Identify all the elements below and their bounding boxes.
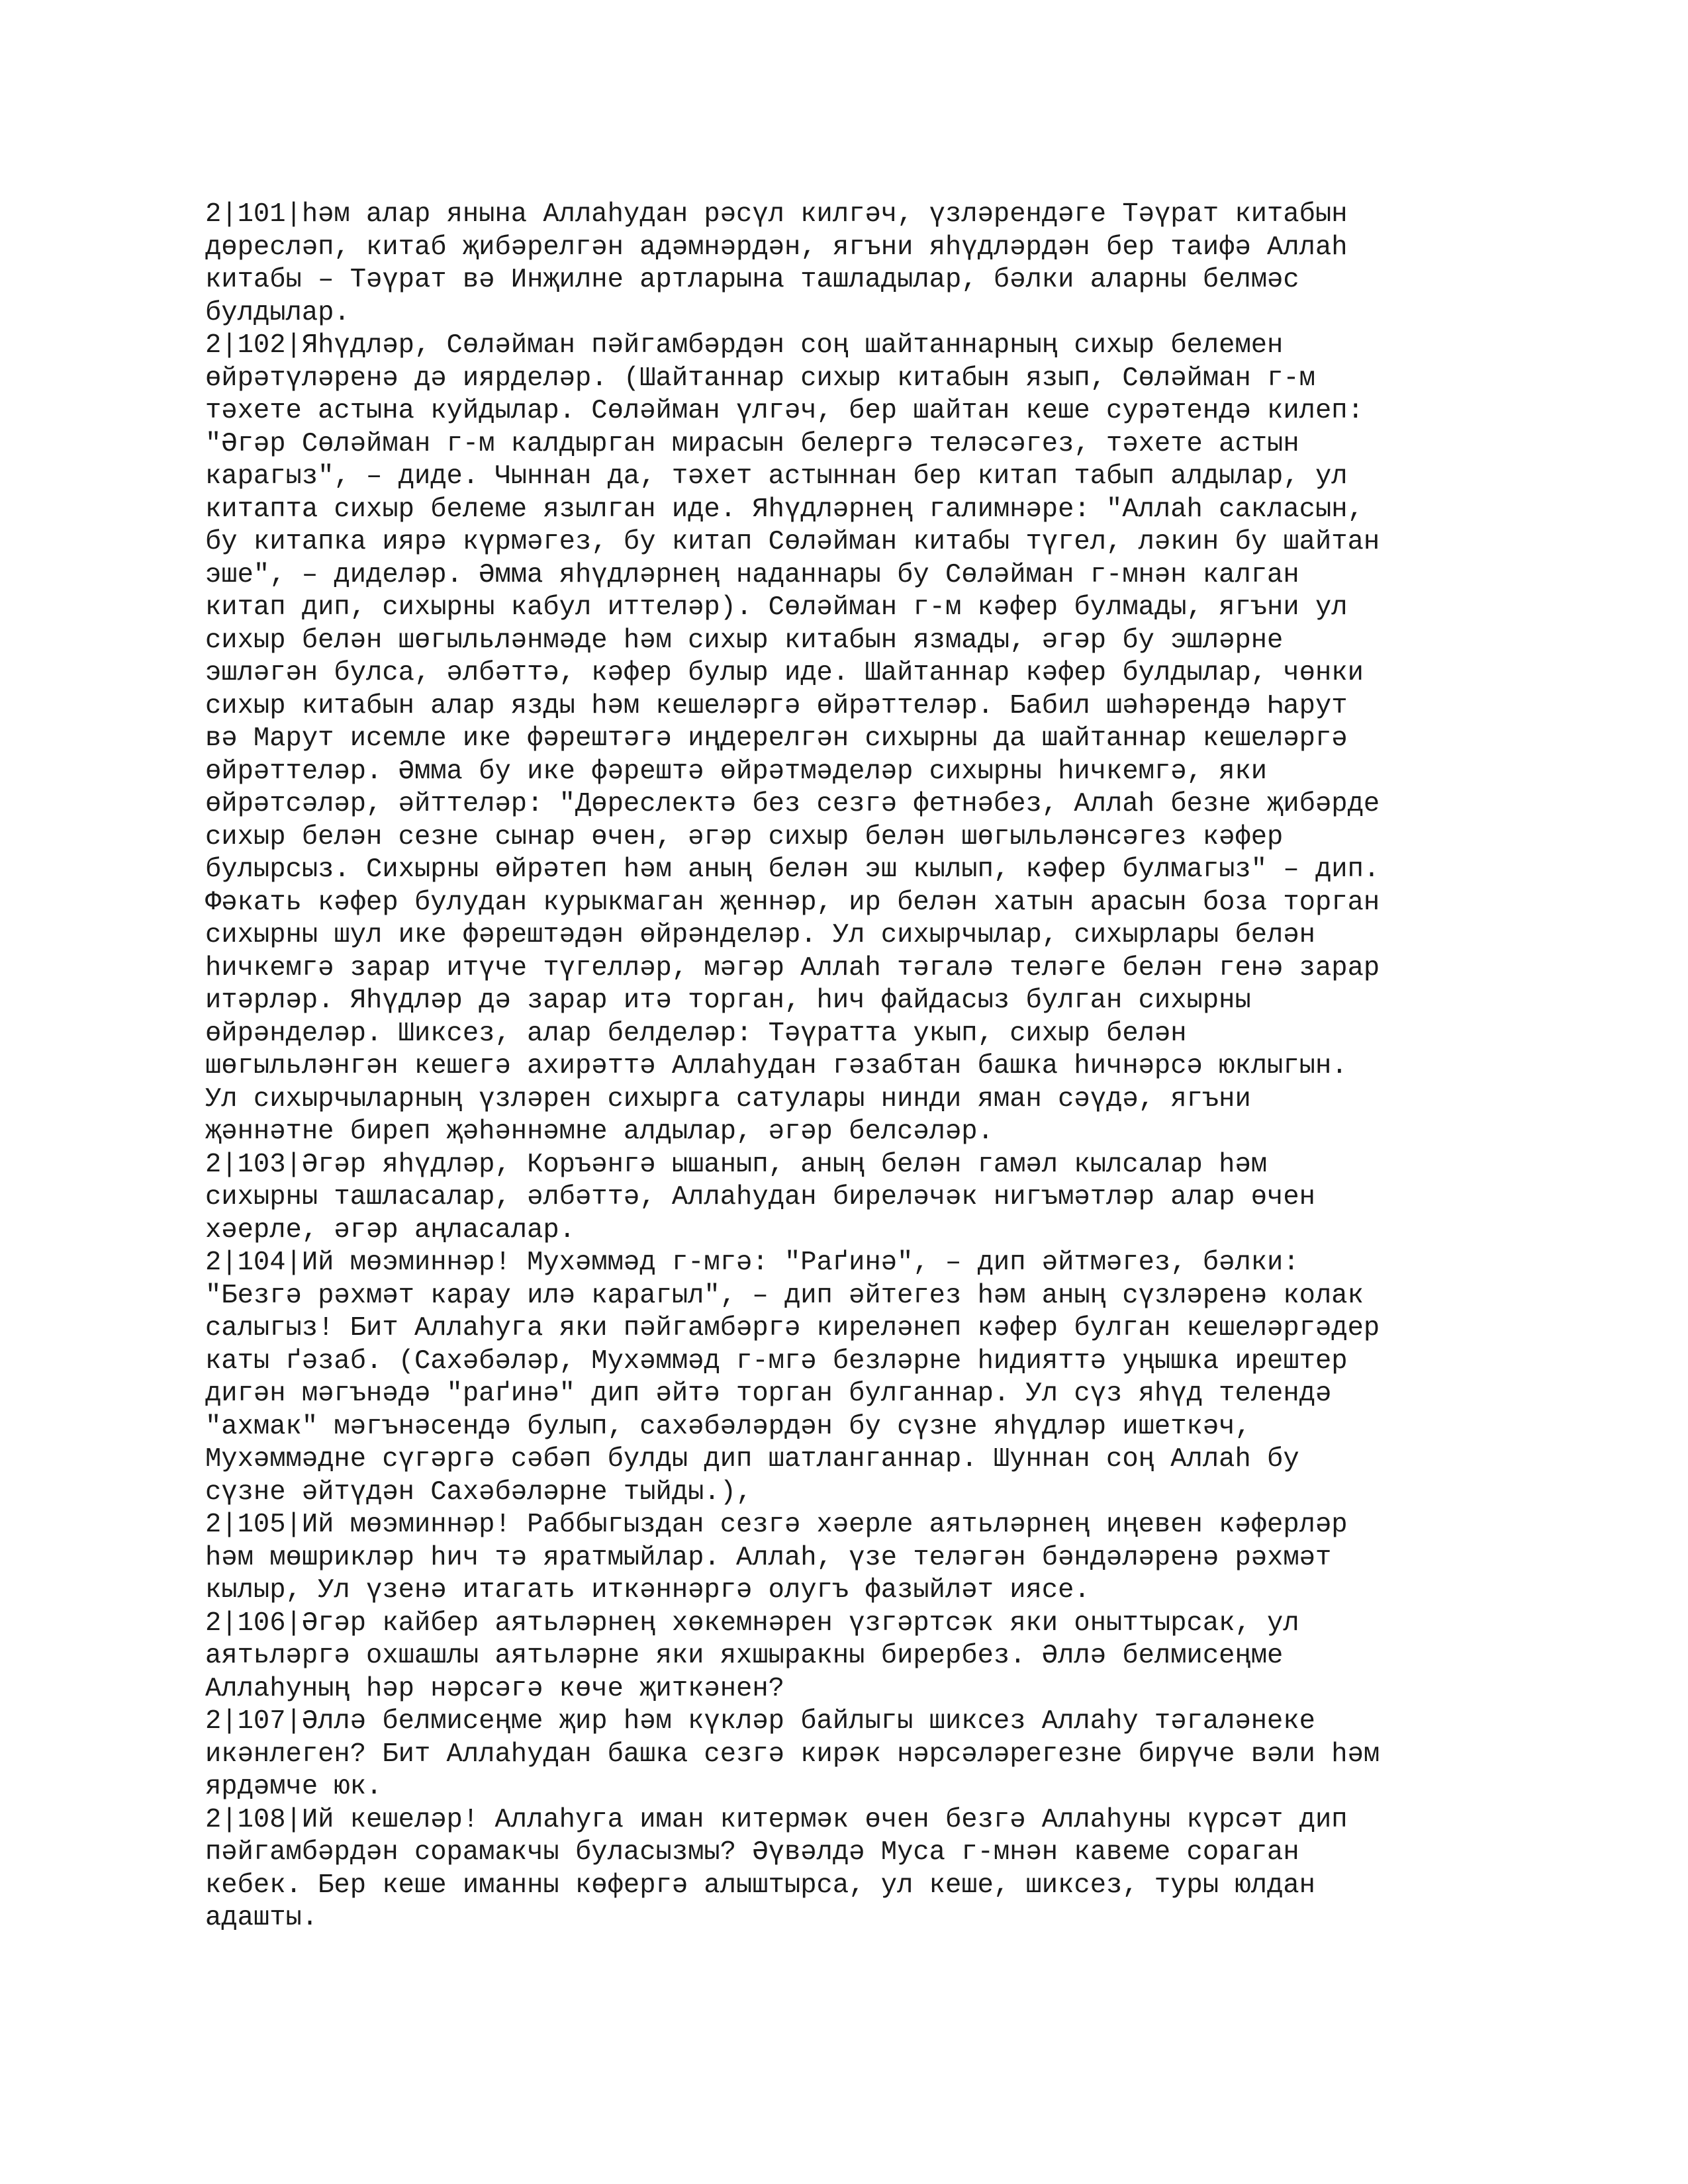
text-line: һәм мөшрикләр һич тә яратмыйлар. Аллаһ, үзе теләгән бәндәләренә рәхмәт bbox=[205, 1542, 1332, 1573]
text-line: өйрәттеләр. Әмма бу ике фәрештә өйрәтмәделәр сихырны һичкемгә, яки bbox=[205, 756, 1268, 787]
text-line: җәннәтне биреп җәһәннәмне алдылар, әгәр белсәләр. bbox=[205, 1116, 994, 1147]
text-line: 2|102|Яһүдләр, Сөләйман пәйгамбәрдән соң шайтаннарның сихыр белемен bbox=[205, 330, 1284, 361]
text-line: кебек. Бер кеше иманны көфергә алыштырса, ул кеше, шиксез, туры юлдан bbox=[205, 1870, 1315, 1901]
text-line: сихыр китабын алар язды һәм кешеләргә өйрәттеләр. Бабил шәһәрендә Һарут bbox=[205, 690, 1348, 721]
document-text bbox=[205, 199, 1489, 1935]
text-line: итәрләр. Яһүдләр дә зарар итә торган, һич файдасыз булган сихырны bbox=[205, 985, 1251, 1016]
text-line: "ахмак" мәгънәсендә булып, сахәбәләрдән бу сүзне яһүдләр ишеткәч, bbox=[205, 1411, 1251, 1442]
text-line: дөресләп, китаб җибәрелгән адәмнәрдән, ягъни яһүдләрдән бер таифә Аллаһ bbox=[205, 232, 1348, 263]
text-line: шөгыльләнгән кешегә ахирәттә Аллаһудан гәзабтан башка һичнәрсә юклыгын. bbox=[205, 1051, 1348, 1081]
text-line: 2|107|Әллә белмисеңме җир һәм күкләр байлыгы шиксез Аллаһу тәгаләнеке bbox=[205, 1706, 1315, 1737]
text-line: салыгыз! Бит Аллаһуга яки пәйгамбәргә киреләнеп кәфер булган кешеләргәдер bbox=[205, 1313, 1380, 1343]
text-line: ярдәмче юк. bbox=[205, 1772, 383, 1802]
text-line: 2|104|Ий мөэминнәр! Мухәммәд г-мгә: "Раґинә", – дип әйтмәгез, бәлки: bbox=[205, 1248, 1299, 1278]
text-line: 2|101|һәм алар янына Аллаһудан рәсүл килгәч, үзләрендәге Тәүрат китабын bbox=[205, 199, 1348, 230]
text-line: бу китапка иярә күрмәгез, бу китап Сөләйман китабы түгел, ләкин бу шайтан bbox=[205, 527, 1380, 557]
text-line: дигән мәгънәдә "раґинә" дип әйтә торган булганнар. Ул сүз яһүд телендә bbox=[205, 1379, 1332, 1409]
document-page bbox=[205, 199, 1489, 1935]
text-line: вә Марут исемле ике фәрештәгә иңдерелгән сихырны да шайтаннар кешеләргә bbox=[205, 723, 1348, 754]
text-line: эшләгән булса, әлбәттә, кәфер булыр иде. Шайтаннар кәфер булдылар, чөнки bbox=[205, 658, 1364, 688]
text-line: хәерле, әгәр аңласалар. bbox=[205, 1214, 575, 1246]
text-line: сихыр белән шөгыльләнмәде һәм сихыр китабын язмады, әгәр бу эшләрне bbox=[205, 625, 1284, 656]
text-line: каты ґәзаб. (Сахәбәләр, Мухәммәд г-мгә безләрне һидияттә уңышка ирештер bbox=[205, 1345, 1348, 1377]
text-line: "Безгә рәхмәт карау илә карагыл", – дип әйтегез һәм аның сүзләренә колак bbox=[205, 1280, 1364, 1311]
text-line: һичкемгә зарар итүче түгелләр, мәгәр Аллаһ тәгалә теләге белән генә зарар bbox=[205, 952, 1380, 983]
text-line: 2|103|Әгәр яһүдләр, Коръәнгә ышанып, аның белән гамәл кылсалар һәм bbox=[205, 1149, 1268, 1180]
text-line: булдылар. bbox=[205, 297, 350, 328]
text-line: Мухәммәдне сүгәргә сәбәп булды дип шатланганнар. Шуннан соң Аллаһ бу bbox=[205, 1444, 1299, 1475]
text-line: "Әгәр Сөләйман г-м калдырган мирасын белергә теләсәгез, тәхете астын bbox=[205, 428, 1299, 459]
text-line: Ул сихырчыларның үзләрен сихырга сатулары нинди яман сәүдә, ягъни bbox=[205, 1083, 1251, 1115]
text-line: 2|106|Әгәр кайбер аятьләрнең хөкемнәрен үзгәртсәк яки оныттырсак, ул bbox=[205, 1608, 1299, 1639]
text-line: өйрәнделәр. Шиксез, алар белделәр: Тәүратта укып, сихыр белән bbox=[205, 1018, 1187, 1049]
text-line: китап дип, сихырны кабул иттеләр). Сөләйман г-м кәфер булмады, ягъни ул bbox=[205, 592, 1348, 623]
text-line: 2|108|Ий кешеләр! Аллаһуга иман китермәк өчен безгә Аллаһуны күрсәт дип bbox=[205, 1804, 1348, 1835]
text-line: сихыр белән сезне сынар өчен, әгәр сихыр белән шөгыльләнсәгез кәфер bbox=[205, 821, 1284, 852]
text-line: өйрәтүләренә дә иярделәр. (Шайтаннар сихыр китабын язып, Сөләйман г-м bbox=[205, 363, 1315, 394]
text-line: эше", – диделәр. Әмма яһүдләрнең наданнары бу Сөләйман г-мнән калган bbox=[205, 559, 1299, 590]
text-line: тәхете астына куйдылар. Сөләйман үлгәч, бер шайтан кеше сурәтендә килеп: bbox=[205, 396, 1364, 426]
text-line: пәйгамбәрдән сорамакчы буласызмы? Әүвәлдә Муса г-мнән кавеме сораган bbox=[205, 1837, 1299, 1868]
text-line: сүзне әйтүдән Сахәбәләрне тыйды.), bbox=[205, 1477, 753, 1508]
text-line: сихырны шул ике фәрештәдән өйрәнделәр. Ул сихырчылар, сихырлары белән bbox=[205, 920, 1315, 950]
text-line: китабы – Тәүрат вә Инҗилне артларына ташладылар, бәлки аларны белмәс bbox=[205, 265, 1299, 295]
text-line: сихырны ташласалар, әлбәттә, Аллаһудан биреләчәк нигъмәтләр алар өчен bbox=[205, 1182, 1315, 1212]
text-line: китапта сихыр белеме язылган иде. Яһүдләрнең галимнәре: "Аллаһ сакласын, bbox=[205, 494, 1364, 525]
text-line: булырсыз. Сихырны өйрәтеп һәм аның белән эш кылып, кәфер булмагыз" – дип. bbox=[205, 854, 1380, 885]
text-line: икәнлеген? Бит Аллаһудан башка сезгә кирәк нәрсәләрегезне бирүче вәли һәм bbox=[205, 1739, 1380, 1770]
text-line: Аллаһуның һәр нәрсәгә көче җиткәнен? bbox=[205, 1673, 784, 1704]
text-line: 2|105|Ий мөэминнәр! Раббыгыздан сезгә хәерле аятьләрнең иңевен кәферләр bbox=[205, 1510, 1348, 1540]
text-line: өйрәтсәләр, әйттеләр: "Дөреслектә без сезгә фетнәбез, Аллаһ безне җибәрде bbox=[205, 789, 1380, 819]
text-line: адашты. bbox=[205, 1903, 318, 1933]
text-line: карагыз", – диде. Чыннан да, тәхет астыннан бер китап табып алдылар, ул bbox=[205, 461, 1348, 492]
text-line: кылыр, Ул үзенә итагать иткәннәргә олугъ фазыйләт иясе. bbox=[205, 1575, 1090, 1606]
text-line: аятьләргә охшашлы аятьләрне яки яхшыракны бирербез. Әллә белмисеңме bbox=[205, 1641, 1284, 1671]
text-line: Фәкать кәфер булудан курыкмаган җеннәр, ир белән хатын арасын боза торган bbox=[205, 887, 1380, 918]
